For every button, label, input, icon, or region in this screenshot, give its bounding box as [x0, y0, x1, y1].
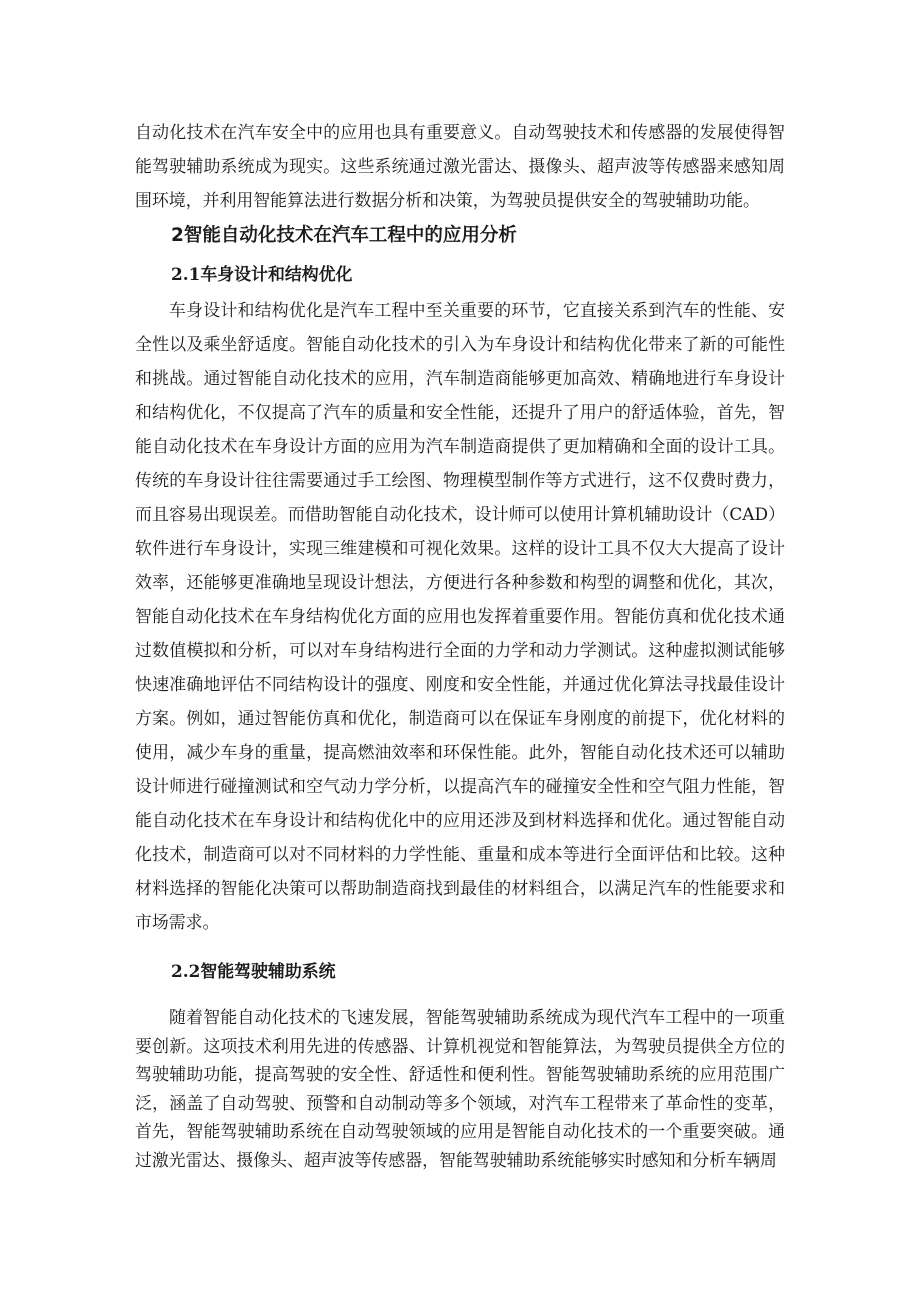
body-design-paragraph: 车身设计和结构优化是汽车工程中至关重要的环节，它直接关系到汽车的性能、安全性以及乘坐舒适度。智能自动化技术的引入为车身设计和结构优化带来了新的可能性和挑战。通过智能自动化技术的应用，汽车制造商能够更加高效、精确地进行车身设计和结构优化，不仅提高了汽车的质量和安全性能，还提升了用户的舒适体验，首先，智能自动化技术在车身设计方面的应用为汽车制造商提供了更加精确和全面的设计工具。传统的车身设计往往需要通过手工绘图、物理模型制作等方式进行，这不仅费时费力，而且容易出现误差。而借助智能自动化技术，设计师可以使用计算机辅助设计（CAD）软件进行车身设计，实现三维建模和可视化效果。这样的设计工具不仅大大提高了设计效率，还能够更准确地呈现设计想法，方便进行各种参数和构型的调整和优化，其次，智能自动化技术在车身结构优化方面的应用也发挥着重要作用。智能仿真和优化技术通过数值模拟和分析，可以对车身结构进行全面的力学和动力学测试。这种虚拟测试能够快速准确地评估不同结构设计的强度、刚度和安全性能，并通过优化算法寻找最佳设计方案。例如，通过智能仿真和优化，制造商可以在保证车身刚度的前提下，优化材料的使用，减少车身的重量，提高燃油效率和环保性能。此外，智能自动化技术还可以辅助设计师进行碰撞测试和空气动力学分析，以提高汽车的碰撞安全性和空气阻力性能，智能自动化技术在车身设计和结构优化中的应用还涉及到材料选择和优化。通过智能自动化技术，制造商可以对不同材料的力学性能、重量和成本等进行全面评估和比较。这种材料选择的智能化决策可以帮助制造商找到最佳的材料组合，以满足汽车的性能要求和市场需求。: [135, 300, 785, 932]
driver-assist-paragraph: 随着智能自动化技术的飞速发展，智能驾驶辅助系统成为现代汽车工程中的一项重要创新。这项技术利用先进的传感器、计算机视觉和智能算法，为驾驶员提供全方位的驾驶辅助功能，提高驾驶的安全性、舒适性和便利性。智能驾驶辅助系统的应用范围广泛，涵盖了自动驾驶、预警和自动制动等多个领域，对汽车工程带来了革命性的变革，首先，智能驾驶辅助系统在自动驾驶领域的应用是智能自动化技术的一个重要突破。通过激光雷达、摄像头、超声波等传感器，智能驾驶辅助系统能够实时感知和分析车辆周: [135, 1007, 785, 1170]
document-page: [135, 115, 785, 1174]
section-heading: 2智能自动化技术在汽车工程中的应用分析: [171, 225, 517, 246]
subsection-heading-driver-assist: 2.2智能驾驶辅助系统: [171, 961, 336, 981]
intro-paragraph: 自动化技术在汽车安全中的应用也具有重要意义。自动驾驶技术和传感器的发展使得智能驾驶辅助系统成为现实。这些系统通过激光雷达、摄像头、超声波等传感器来感知周围环境，并利用智能算法进行数据分析和决策，为驾驶员提供安全的驾驶辅助功能。: [135, 122, 785, 210]
subsection-heading-body-design: 2.1车身设计和结构优化: [171, 264, 353, 284]
